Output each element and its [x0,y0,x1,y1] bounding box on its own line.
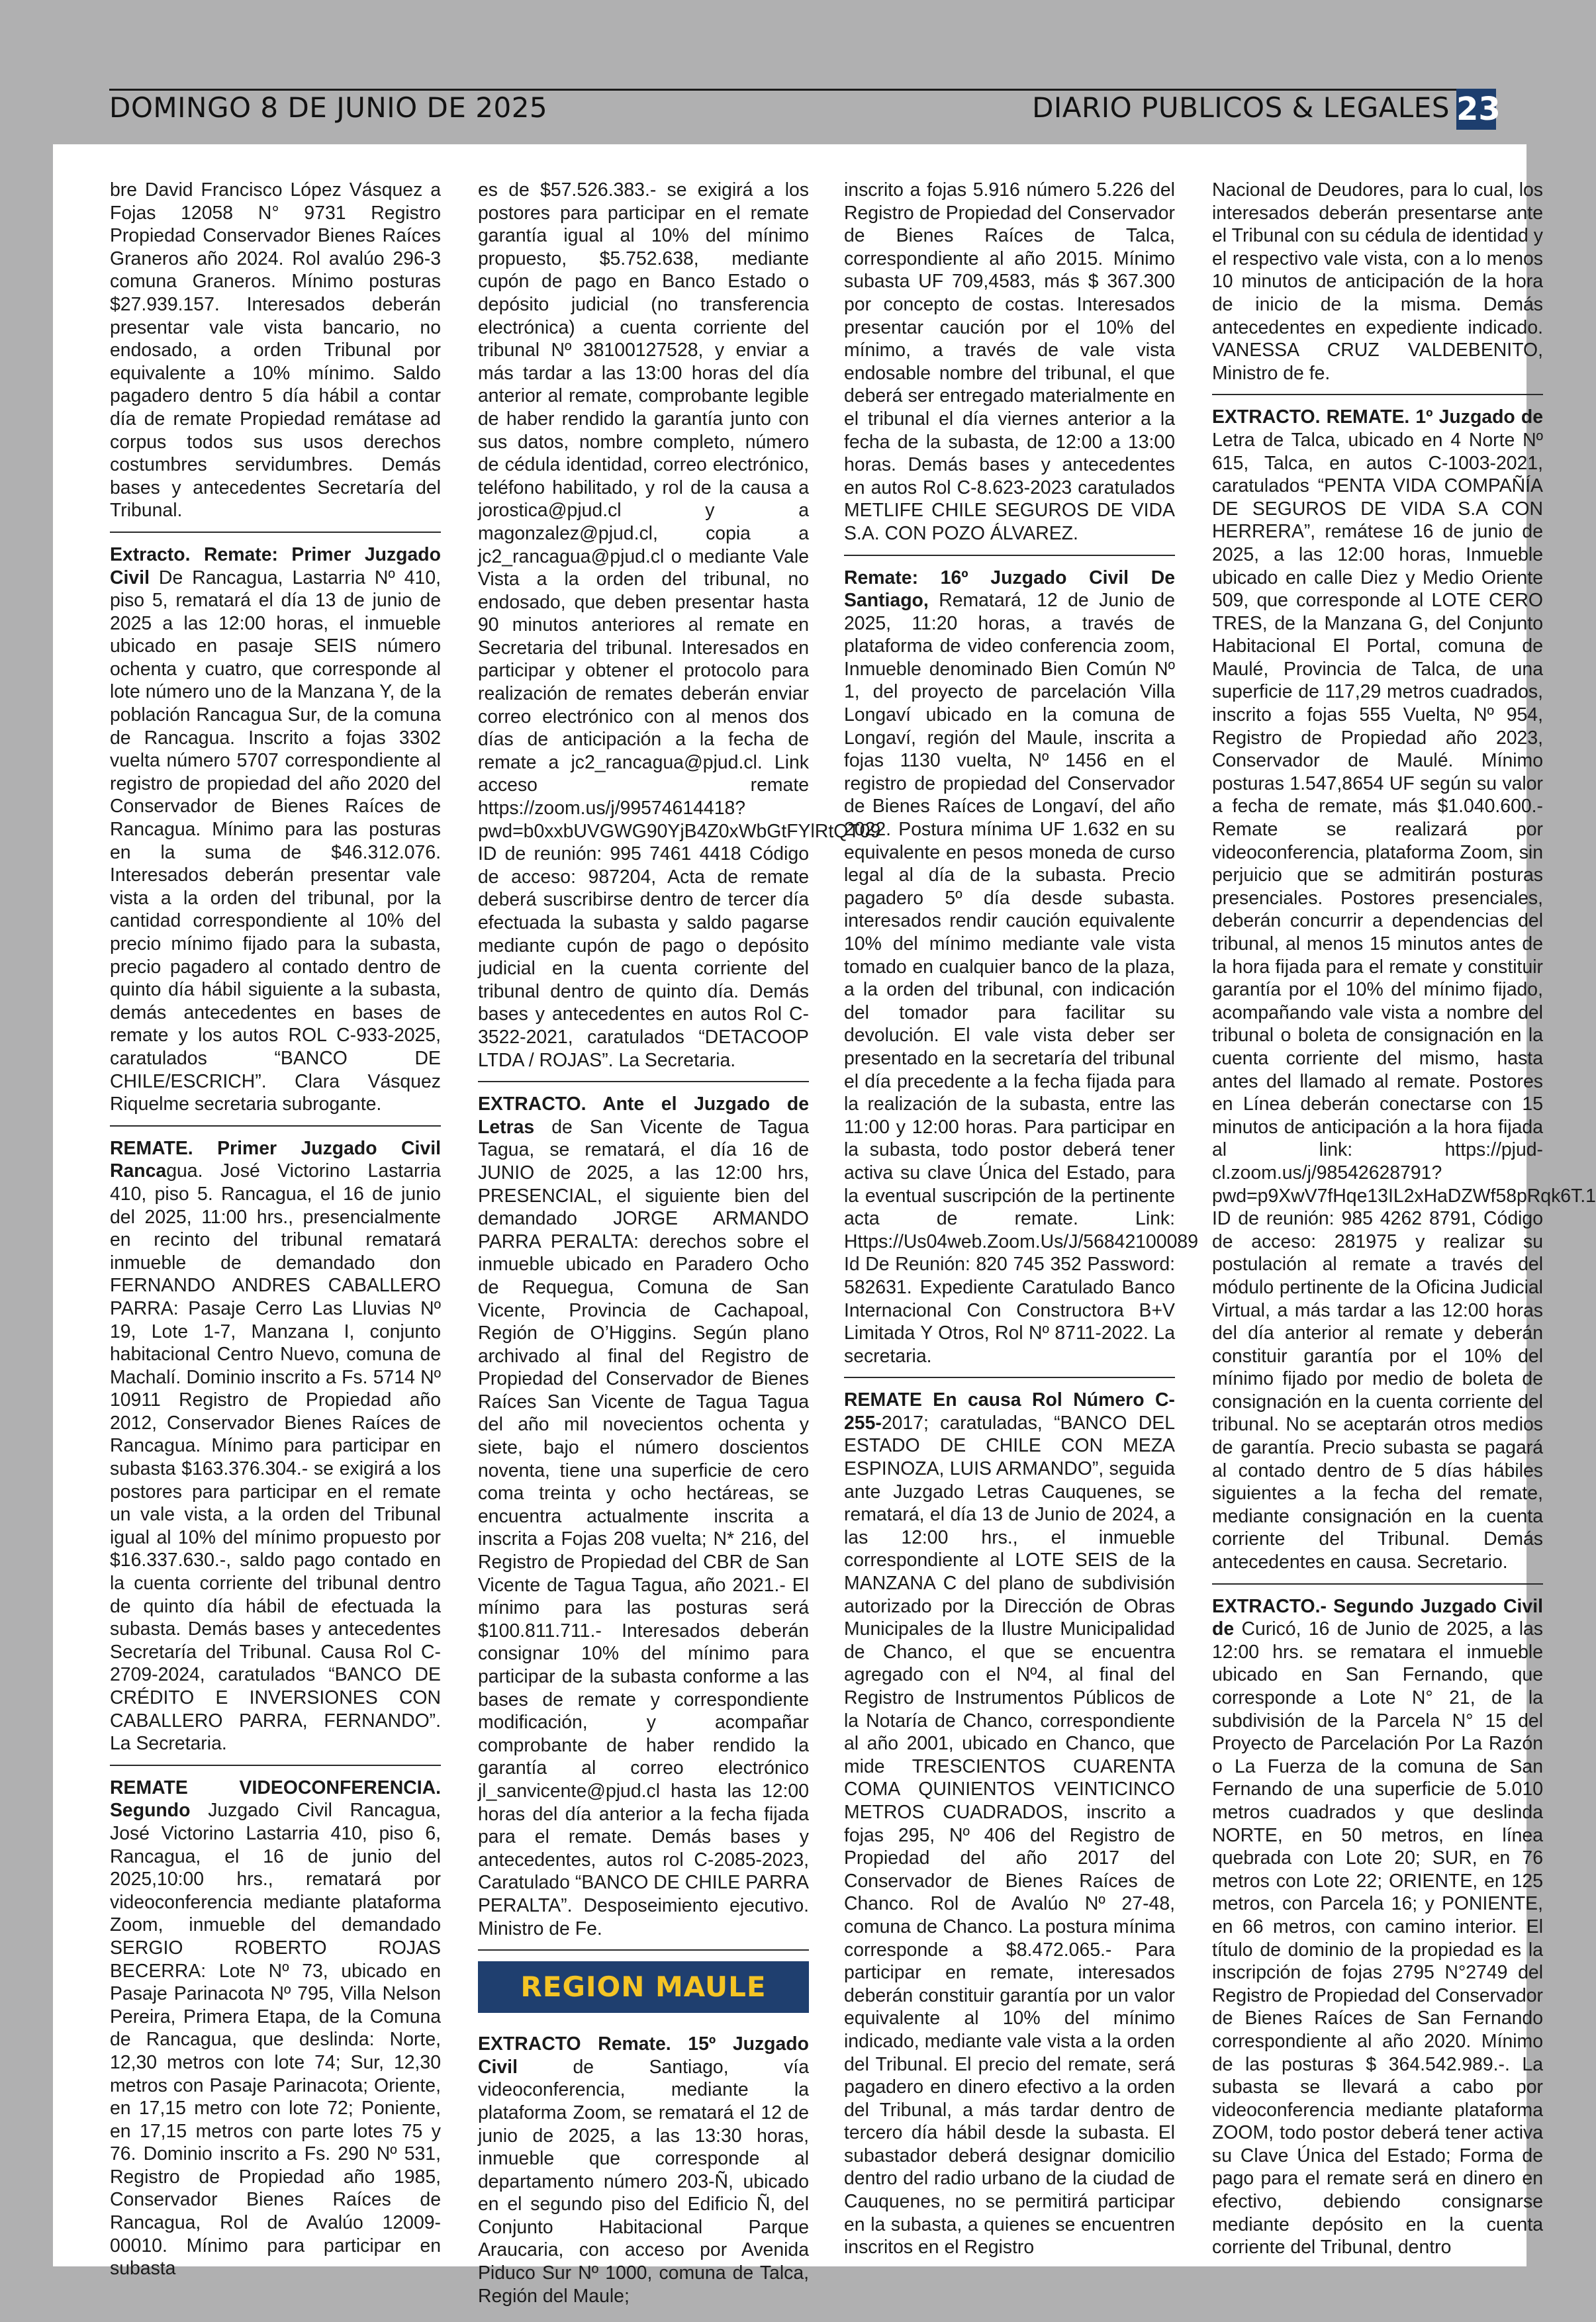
notice-body: 2017; caratuladas, “BANCO DEL ESTADO DE CHILE CON MEZA ESPINOZA, LUIS ARMANDO”, seguida ante Juzgado Letras Cauquenes, se rematará, el día 13 de Junio de 2024, a las 12:00 hrs., el inmueble correspondiente al LOTE SEIS de la MANZANA C del plano de subdivisión autorizado por la Dirección de Obras Municipales de la Ilustre Municipalidad de Chanco, el que se encuentra agregado con el Nº4, al final del Registro de Instrumentos Públicos de la Notaría de Chanco, correspondiente al año 2001, ubicado en Chanco, que mide TRESCIENTOS CUARENTA COMA QUINIENTOS VEINTICINCO METROS CUADRADOS, inscrito a fojas 295, Nº 406 del Registro de Propiedad del año 2017 del Conservador de Bienes Raíces de Chanco. Rol de Avalúo Nº 27-48, comuna de Chanco. La postura mínima corresponde a $8.472.065.- Para participar en remate, interesados deberán constituir garantía por un valor equivalente al 10% del mínimo indicado, mediante vale vista a la orden del Tribunal. El precio del remate, será pagadero en dinero efectivo a la orden del Tribunal, a más tardar dentro de tercero día hábil desde la subasta. El subastador deberá designar domicilio dentro del radio urbano de la ciudad de Cauquenes, no se permitirá participar en la subasta, a quienes se encuentren inscritos en el Registro [844,1412,1175,2258]
legal-notice [478,2033,809,2307]
legal-notice [1212,1595,1543,2259]
notice-body: inscrito a fojas 5.916 número 5.226 del Registro de Propiedad del Conservador de Bienes Raíces de Talca, correspondiente al año 2015. Mínimo subasta UF 709,4583, más $ 367.300 por concepto de costas. Interesados presentar caución por el 10% del mínimo, a través de vale vista endosable nombre del tribunal, el que deberá ser entregado materialmente en el tribunal el día viernes anterior a la fecha de la subasta, de 12:00 a 13:00 horas. Demás bases y antecedentes en autos Rol C-8.623-2023 caratulados METLIFE CHILE SEGUROS DE VIDA S.A. CON POZO ÁLVAREZ. [844,179,1175,544]
notice-separator [844,1377,1175,1378]
notice-lead: REMATE. Primer Juzgado Civil Ranca [110,1137,441,1182]
page-header [109,85,1501,128]
notice-separator [110,1765,441,1766]
notice-lead: Remate: 16º Juzgado Civil De Santiago, [844,567,1175,612]
column-4 [1212,179,1596,2258]
legal-notice [110,543,441,1116]
column-1 [110,179,441,2280]
notice-separator [1212,1583,1543,1585]
notice-lead: EXTRACTO. REMATE. 1º Juzgado de [1212,406,1543,428]
notice-body: Juzgado Civil Rancagua, José Victorino Lastarria 410, piso 6, Rancagua, el 16 de junio del 2025,10:00 hrs., rematará por videoconferencia mediante plataforma Zoom, inmueble del demandado SERGIO ROBERTO ROJAS BECERRA: Lote Nº 73, ubicado en Pasaje Parinacota Nº 795, Villa Nelson Pereira, Primera Etapa, de la Comuna de Rancagua, que deslinda: Norte, 12,30 metros con lote 74; Sur, 12,30 metros con Pasaje Parinacota; Oriente, en 17,15 metro con lote 72; Poniente, en 17,15 metros con parte lotes 75 y 76. Dominio inscrito a Fs. 290 Nº 531, Registro de Propiedad año 1985, Conservador Bienes Raíces de Rancagua, Rol de Avalúo 12009-00010. Mínimo para participar en subasta [110,1800,441,2280]
legal-notice [844,567,1198,1368]
legal-notice [844,179,1175,545]
notice-separator [844,555,1175,556]
legal-notice [478,1093,809,1940]
header-date: DOMINGO 8 DE JUNIO DE 2025 [109,91,548,124]
notice-body: Rematará, 12 de Junio de 2025, 11:20 horas, a través de plataforma de video conferencia zoom, Inmueble denominado Bien Común Nº 1, del proyecto de parcelación Villa Longaví ubicado en la comuna de Longaví, región del Maule, inscrita a fojas 1130 vuelta, Nº 1456 en el registro de propiedad del Conservador de Bienes Raíces de Longaví, del año 2022. Postura mínima UF 1.632 en su equivalente en pesos moneda de curso legal al día de la subasta. Precio pagadero 5º día desde subasta. interesados rendir caución equivalente 10% del mínimo mediante vale vista tomado en cualquier banco de la plaza, a la orden del tribunal, con indicación del tomador para facilitar su devolución. El vale vista deber ser presentado en la secretaría del tribunal el día precedente a la fecha fijada para la realización de la subasta, entre las 11:00 y 12:00 horas. Para participar en la subasta, todo postor deberá tener activa su clave Única del Estado, para la eventual suscripción de la pertinente acta de remate. Link: Https://Us04web.Zoom.Us/J/56842100089 Id De Reunión: 820 745 352 Password: 582631. Expediente Caratulado Banco Internacional Con Constructora B+V Limitada Y Otros, Rol Nº 8711-2022. La secretaria. [844,590,1198,1367]
newspaper-page [53,144,1596,2307]
notice-lead: Extracto. Remate: Primer Juzgado Civil [110,543,441,588]
region-banner-title: REGION MAULE [520,1970,767,2003]
legal-notice [110,179,441,522]
column-3 [844,179,1198,2258]
notice-body: bre David Francisco López Vásquez a Fojas 12058 N° 9731 Registro Propiedad Conservador Bienes Raíces Graneros año 2024. Rol avalúo 296-3 comuna Graneros. Mínimo posturas $27.939.157. Interesados deberán presentar vale vista bancario, no endosado, a orden Tribunal por equivalente a 10% mínimo. Saldo pagadero dentro 5 día hábil a contar día de remate Propiedad remátase ad corpus todos sus usos derechos costumbres servidumbres. Demás bases y antecedentes Secretaría del Tribunal. [110,179,441,522]
notice-separator [1212,394,1543,395]
notice-body: Letra de Talca, ubicado en 4 Norte Nº 615, Talca, en autos C-1003-2021, caratulados “PENTA VIDA COMPAÑÍA DE SEGUROS DE VIDA S.A CON HERRERA”, remátese 16 de junio de 2025, a las 12:00 horas, Inmueble ubicado en calle Diez y Medio Oriente 509, que corresponde al LOTE CERO TRES, de la Manzana G, del Conjunto Habitacional El Portal, comuna de Maulé, Provincia de Talca, de una superficie de 117,29 metros cuadrados, inscrito a fojas 555 Vuelta, Nº 954, Registro de Propiedad año 2023, Conservador de Maulé. Mínimo posturas 1.547,8654 UF según su valor a fecha de remate, más $1.040.600.- Remate se realizará por videoconferencia, plataforma Zoom, sin perjuicio que se admitirán posturas presenciales. Postores presenciales, deberán concurrir a dependencias del tribunal, al menos 15 minutos antes de la hora fijada para el remate y constituir garantía por el 10% del mínimo fijado, acompañando vale vista a nombre del tribunal o boleta de consignación en la cuenta corriente del mismo, hasta antes del llamado al remate. Postores en Línea deberán conectarse con 15 minutos de anticipación a la hora fijada al link: https://pjud-cl.zoom.us/j/98542628791?pwd=p9XwV7fHqe13IL2xHaDZWf58pRqk6T.1 ID de reunión: 985 4262 8791, Código de acceso: 281975 y realizar su postulación al remate a través del módulo pertinente de la Oficina Judicial Virtual, a más tardar a las 12:00 horas del día anterior al remate y deberán constituir garantía por el 10% del mínimo fijado por medio de boleta de consignación en la cuenta corriente del tribunal. No se aceptarán otros medios de garantía. Precio subasta se pagará al contado dentro de 5 días hábiles siguientes a la fecha del remate, mediante consignación en la cuenta corriente del Tribunal. Demás antecedentes en causa. Secretario. [1212,429,1596,1573]
notice-body: gua. José Victorino Lastarria 410, piso 5. Rancagua, el 16 de junio del 2025, 11:00 hrs., presencialmente en recinto del tribunal rematará inmueble de demandado don FERNANDO ANDRES CABALLERO PARRA: Pasaje Cerro Las Lluvias Nº 19, Lote 1-7, Manzana I, conjunto habitacional Centro Nuevo, comuna de Machalí. Dominio inscrito a Fs. 5714 Nº 10911 Registro de Propiedad año 2012, Conservador Bienes Raíces de Rancagua. Mínimo para participar en subasta $163.376.304.- se exigirá a los postores para participar en el remate un vale vista, a la orden del Tribunal igual al 10% del mínimo propuesto por $16.337.630.-, saldo pago contado en la cuenta corriente del tribunal dentro de quinto día hábil de efectuada la subasta. Demás bases y antecedentes Secretaría del Tribunal. Causa Rol C-2709-2024, caratulados “BANCO DE CRÉDITO E INVERSIONES CON CABALLERO PARRA, FERNANDO”. La Secretaria. [110,1160,441,1755]
notice-lead: EXTRACTO. Ante el Juzgado de Letras [478,1093,809,1138]
notice-body: de San Vicente de Tagua Tagua, se rematará, el día 16 de JUNIO de 2025, a las 12:00 hrs, PRESENCIAL, el siguiente bien del demandado JORGE ARMANDO PARRA PERALTA: derechos sobre el inmueble ubicado en Paradero Ocho de Requegua, Comuna de San Vicente, Provincia de Cachapoal, Región de O’Higgins. Según plano archivado al final del Registro de Propiedad del Conservador de Bienes Raíces San Vicente de Tagua Tagua del año mil novecientos ochenta y siete, bajo el número doscientos noventa, tiene una superficie de cero coma treinta y ocho hectáreas, se encuentra actualmente inscrita a inscrita a Fojas 208 vuelta; N* 216, del Registro de Propiedad del CBR de San Vicente de Tagua Tagua, año 2021.- El mínimo para las posturas será $100.811.711.- Interesados deberán consignar 10% del mínimo para participar de la subasta conforme a las bases de remate y correspondiente modificación, y acompañar comprobante de haber rendido la garantía al correo electrónico jl_sanvicente@pjud.cl hasta las 12:00 horas del día anterior a la fecha fijada para el remate. Demás bases y antecedentes, autos rol C-2085-2023, Caratulado “BANCO DE CHILE PARRA PERALTA”. Desposeimiento ejecutivo. Ministro de Fe. [478,1116,809,1939]
legal-notice [1212,406,1596,1573]
column-2 [478,179,881,2307]
notice-lead: EXTRACTO Remate. 15º Juzgado Civil [478,2033,809,2078]
legal-notice [844,1389,1175,2259]
notice-body: De Rancagua, Lastarria Nº 410, piso 5, rematará el día 13 de junio de 2025 a las 12:00 horas, el inmueble ubicado en pasaje SEIS número ochenta y cuatro, que corresponde al lote número uno de la Manzana Y, de la población Rancagua Sur, de la comuna de Rancagua. Inscrito a fojas 3302 vuelta número 5707 correspondiente al registro de propiedad del año 2020 del Conservador de Bienes Raíces de Rancagua. Mínimo para las posturas en la suma de $46.312.076. Interesados deberán presentar vale vista a la orden del tribunal, por la cantidad correspondiente al 10% del precio mínimo fijado para la subasta, precio pagadero al contado dentro de quinto día hábil siguiente a la subasta, demás antecedentes en bases de remate y los autos ROL C-933-2025, caratulados “BANCO DE CHILE/ESCRICH”. Clara Vásquez Riquelme secretaria subrogante. [110,567,441,1115]
notice-separator [478,1949,809,1951]
notice-separator [110,1125,441,1127]
legal-notice [478,179,881,1072]
notice-body: Curicó, 16 de Junio de 2025, a las 12:00 hrs. se rematara el inmueble ubicado en San Fernando, que corresponde a Lote N° 21, de la subdivisión de la Parcela N° 15 del Proyecto de Parcelación Por La Razón o La Fuerza de la comuna de San Fernando de una superficie de 5.010 metros cuadrados y que deslinda NORTE, en 50 metros, en línea quebrada con Lote 20; SUR, en 76 metros con Lote 22; ORIENTE, en 125 metros, con Parcela 16; y PONIENTE, en 66 metros, con camino interior. El título de dominio de la propiedad es la inscripción de fojas 2795 N°2749 del Registro de Propiedad del Conservador de Bienes Raíces de San Fernando correspondiente al año 2020. Mínimo de las posturas $ 364.542.989.-. La subasta se llevará a cabo por videoconferencia mediante plataforma ZOOM, todo postor deberá tener activa su Clave Única del Estado; Forma de pago para el remate será en dinero en efectivo, debiendo consignarse mediante depósito en la cuenta corriente del Tribunal, dentro [1212,1618,1543,2258]
legal-notice [110,1137,441,1755]
notice-separator [478,1081,809,1082]
notice-lead: REMATE VIDEOCONFERENCIA. Segundo [110,1777,441,1822]
notice-body: es de $57.526.383.- se exigirá a los postores para participar en el remate garantía igual al 10% del mínimo propuesto, $5.752.638, mediante cupón de pago en Banco Estado o depósito judicial (no transferencia electrónica) a cuenta corriente del tribunal Nº 38100127528, y enviar a más tardar a las 13:00 horas del día anterior al remate, comprobante legible de haber rendido la garantía junto con sus datos, nombre completo, número de cédula identidad, correo electrónico, teléfono habilitado, y rol de la causa a jorostica@pjud.cl y a magonzalez@pjud.cl, copia a jc2_rancagua@pjud.cl o mediante Vale Vista a la orden del tribunal, no endosado, que deben presentar hasta 90 minutos anteriores al remate en Secretaria del tribunal. Interesados en participar y obtener el protocolo para realización de remates deberán enviar correo electrónico con al menos dos días de anticipación a la fecha de remate a jc2_rancagua@pjud.cl. Link acceso remate https://zoom.us/j/99574614418?pwd=b0xxbUVGWG90YjB4Z0xWbGtFYlRtQT09 ID de reunión: 995 7461 4418 Código de acceso: 987204, Acta de remate deberá suscribirse dentro de tercer día efectuada la subasta y saldo pagarse mediante cupón de pago o depósito judicial en la cuenta corriente del tribunal dentro de quinto día. Demás bases y antecedentes en autos Rol C-3522-2021, caratulados “DETACOOP LTDA / ROJAS”. La Secretaria. [478,179,881,1071]
header-rule [109,89,1496,91]
legal-notices-columns [110,179,1596,2307]
notice-body: de Santiago, vía videoconferencia, mediante la plataforma Zoom, se rematará el 12 de junio de 2025, a las 13:30 horas, inmueble que corresponde al departamento número 203-Ñ, ubicado en el segundo piso del Edificio Ñ, del Conjunto Habitacional Parque Araucaria, con acceso por Avenida Piduco Sur Nº 1000, comuna de Talca, Región del Maule; [478,2056,809,2307]
legal-notice [1212,179,1543,385]
notice-lead: EXTRACTO.- Segundo Juzgado Civil de [1212,1595,1543,1640]
region-maule-banner [478,1961,809,2013]
notice-lead: REMATE En causa Rol Número C-255- [844,1389,1175,1434]
legal-notice [110,1777,441,2280]
publication-name: DIARIO PUBLICOS & LEGALES [1032,91,1450,124]
notice-separator [110,532,441,533]
page-number-badge: 23 [1456,89,1496,130]
notice-body: Nacional de Deudores, para lo cual, los interesados deberán presentarse ante el Tribunal con su cédula de identidad y el respectivo vale vista, con a lo menos 10 minutos de anticipación de la hora de inicio de la misma. Demás antecedentes en expediente indicado. VANESSA CRUZ VALDEBENITO, Ministro de fe. [1212,179,1543,384]
